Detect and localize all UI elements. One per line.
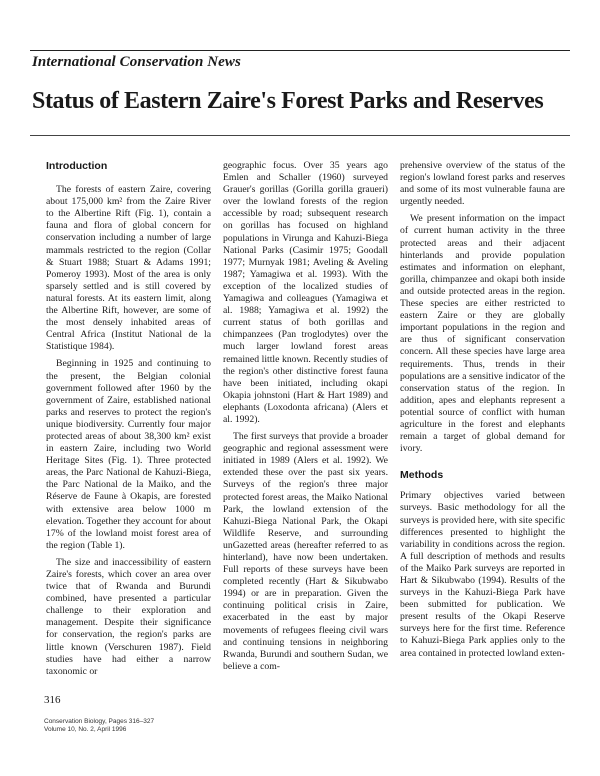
section-heading: Introduction bbox=[46, 160, 108, 172]
text-column-1 bbox=[46, 160, 211, 683]
section-heading: Methods bbox=[400, 469, 444, 482]
page-number: 316 bbox=[44, 694, 61, 706]
article-title: Status of Eastern Zaire's Forest Parks and Reserves bbox=[32, 88, 544, 114]
text-column-2 bbox=[223, 160, 388, 678]
title-rule bbox=[30, 135, 570, 136]
journal-citation: Conservation Biology, Pages 316–327 bbox=[44, 718, 155, 725]
journal-volume: Volume 10, No. 2, April 1996 bbox=[44, 726, 127, 733]
header-rule bbox=[30, 50, 570, 51]
body-paragraph: The size and inaccessibility of eastern Zaire's forests, which cover an area over twice that of Rwanda and Burundi combined, have presented a particular challenge to their exploration and management. Despite their significance for conservation, the region's parks are little known (Verschuren 1987). Field studies have had either a narrow taxonomic or bbox=[46, 556, 211, 677]
section-header: International Conservation News bbox=[32, 54, 241, 70]
body-paragraph: The first surveys that provide a broader geographic and regional assessment were initiated in 1989 (Alers et al. 1992). We extended these over the past six years. Surveys of the region's three major protected forest areas, the Maiko National Park, the lowland extension of the Kahuzi-Biega National Park, the Okapi Wildlife Reserve, and surrounding unGazetted areas (hereafter referred to as hinterland), have now been undertaken. Full reports of these surveys have been completed recently (Hart & Sikubwabo 1994) or are in preparation. Given the continuing political crisis in Zaire, exacerbated in the east by major movements of refugees fleeing civil wars and continuing tensions in neighboring Rwanda, Burundi and southern Sudan, we believe a com- bbox=[223, 431, 388, 672]
body-paragraph: geographic focus. Over 35 years ago Emlen and Schaller (1960) surveyed Grauer's gorillas (Gorilla gorilla graueri) over the lowland forests of the region accessible by road; subsequent research on gorillas has focused on highland populations in Virunga and Kahuzi-Biega National Parks (Casimir 1975; Goodall 1977; Murnyak 1981; Aveling & Aveling 1987; Yamagiwa et al. 1993). With the exception of the localized studies of Yamagiwa and colleagues (Yamagiwa et al. 1988; Yamagiwa et al. 1992) the current status of both gorillas and chimpanzees (Pan troglodytes) over the much larger lowland forest areas remained little known. Recently studies of the region's other distinctive forest fauna have been initiated, including okapi Okapia johnstoni (Hart & Hart 1989) and elephants (Loxodonta africana) (Alers et al. 1992). bbox=[223, 160, 388, 425]
body-paragraph: We present information on the impact of current human activity in the three protected areas and their adjacent hinterlands and provide population estimates and information on elephant, gorilla, chimpanzee and okapi both inside and outside protected areas in the region. These species are either restricted to eastern Zaire or they are globally important populations in the region and are thus of significant conservation concern. All these species have large area requirements. Thus, trends in their populations are a sensitive indicator of the conservation status of the region. In addition, apes and elephants represent a potential source of conflict with human agriculture in the forest and elephants remain a target of global demand for ivory. bbox=[400, 213, 565, 455]
body-paragraph: Beginning in 1925 and continuing to the present, the Belgian colonial government followed after 1960 by the government of Zaire, established national parks and reserves to protect the region's unique biodiversity. Currently four major protected areas of about 38,300 km² exist in eastern Zaire, including two World Heritage Sites (Fig. 1). Three protected areas, the Parc National de Kahuzi-Biega, the Parc National de la Maiko, and the Réserve de Faune à Okapis, are forested with extensive area below 1000 m elevation. Together they account for about 17% of the lowland moist forest area of the region (Table 1). bbox=[46, 358, 211, 551]
text-column-3 bbox=[400, 160, 565, 665]
journal-footer bbox=[44, 718, 154, 734]
body-paragraph: The forests of eastern Zaire, covering about 175,000 km² from the Zaire River to the Albertine Rift (Fig. 1), contain a fauna and flora of global concern for conservation including a number of large mammals restricted to the region (Collar & Stuart 1988; Stuart & Adams 1991; Pomeroy 1993). Most of the area is only sparsely settled and is still covered by natural forests. At its eastern limit, along the Albertine Rift, however, are some of the most densely inhabited areas of Central Africa (Institut National de la Statistique 1984). bbox=[46, 184, 211, 353]
body-paragraph: Primary objectives varied between surveys. Basic methodology for all the surveys is provided here, with site specific differences presented to highlight the variability in conditions across the region. A full description of methods and results of the Maiko Park surveys are reported in Hart & Sikubwabo (1994). Results of the surveys in the Kahuzi-Biega Park have been submitted for publication. We present results of the Okapi Reserve surveys here for the first time. Reference to Kahuzi-Biega Park applies only to the area contained in protected lowland exten- bbox=[400, 490, 565, 659]
body-paragraph: prehensive overview of the status of the region's lowland forest parks and reserves and some of its most vulnerable fauna are urgently needed. bbox=[400, 160, 565, 208]
